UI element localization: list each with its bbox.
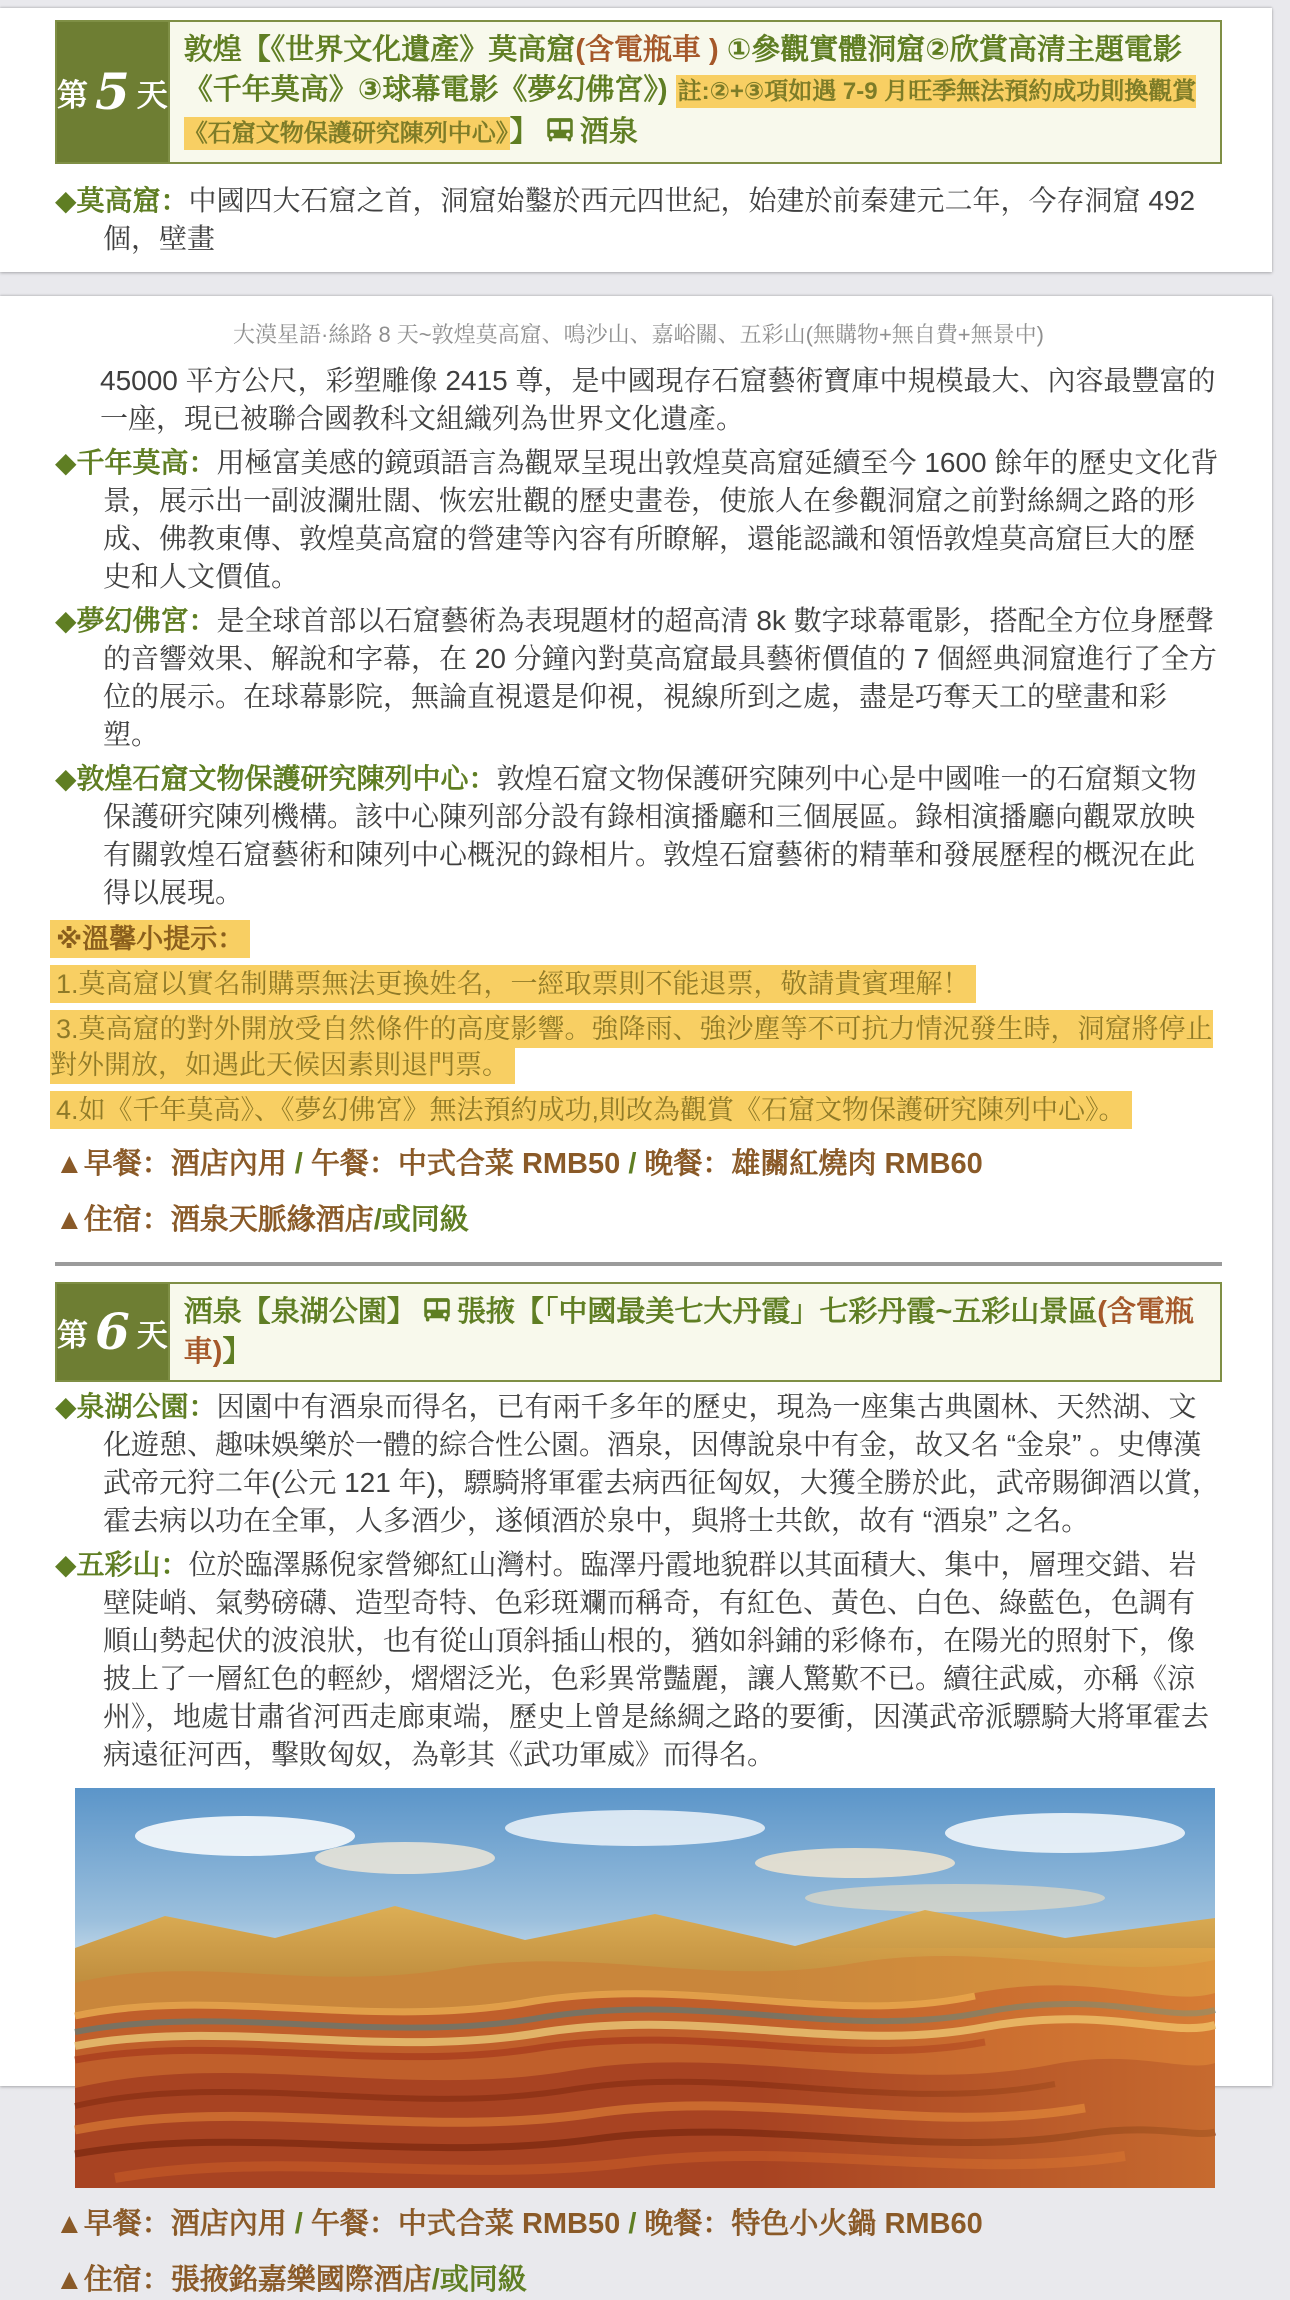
tip-item-1 [50,966,1222,1002]
day5-hotel-name: ▲住宿：酒泉天脈緣酒店 [55,1204,374,1236]
tip-item-4 [50,1092,1222,1128]
day5-title-activities: ①參觀實體洞窟②欣賞高清主題電影《千年莫高》③球幕電影《夢幻佛宮》) [183,34,1182,106]
day5-breakfast: ▲早餐：酒店內用 [55,1148,295,1180]
meal-separator: / [294,2208,303,2240]
day5-title-close: 】 [509,116,539,148]
day6-number: 6 [95,1302,130,1361]
day5-title-main: 敦煌【《世界文化遺產》莫高窟 [183,34,576,66]
day6-title-zhangye: 張掖【「中國最美七大丹霞」七彩丹霞~五彩山景區 [456,1296,1098,1328]
tips-title: ※溫馨小提示： [50,920,250,958]
rainbow-mountains-photo [75,1788,1215,2188]
day5-title-destination: 酒泉 [579,116,638,148]
day6-hotel [55,2260,1222,2300]
document-page-2 [0,296,1272,2296]
day6-title-paren: (含電瓶車) [183,1296,1194,1368]
day6-meals [55,2204,1222,2244]
paragraph-menghuan-fogong [55,602,1222,754]
meal-separator: / [628,1148,637,1180]
paragraph-quanhu-park-label: ◆泉湖公園： [55,1391,217,1422]
day5-header-table [55,20,1222,164]
paragraph-qiannian-mogao-text: 用極富美感的鏡頭語言為觀眾呈現出敦煌莫高窟延續至今 1600 餘年的歷史文化背景，展示出一副波瀾壯闊、恢宏壯觀的歷史畫卷，使旅人在參觀洞窟之前對絲綢之路的形成、佛教東傳、敦煌莫高窟的營建等內容有所瞭解，還能認識和領悟敦煌莫高窟巨大的歷史和人文價值。 [103,447,1219,592]
tips-title-row [50,921,1222,957]
day6-suffix: 天 [136,1317,168,1353]
paragraph-mogao-label: ◆莫高窟： [55,185,189,216]
paragraph-wucai-mountain-label: ◆五彩山： [55,1549,189,1580]
day5-number: 5 [95,62,130,121]
day5-lunch: 午餐：中式合菜 RMB50 [302,1148,629,1180]
day6-title-jiuquan: 酒泉【泉湖公園】 [183,1296,416,1328]
day5-suffix: 天 [136,77,168,113]
day6-breakfast: ▲早餐：酒店內用 [55,2208,295,2240]
day6-lunch: 午餐：中式合菜 RMB50 [302,2208,629,2240]
paragraph-quanhu-park [55,1388,1222,1540]
tip-item-1-text: 1.莫高窟以實名制購票無法更換姓名，一經取票則不能退票，敬請貴賓理解！ [50,965,976,1003]
paragraph-qiannian-mogao [55,444,1222,596]
tip-item-4-text: 4.如《千年莫高》、《夢幻佛宮》無法預約成功,則改為觀賞《石窟文物保護研究陳列中心》。 [50,1091,1132,1129]
paragraph-wucai-mountain [55,1546,1222,1774]
day5-prefix: 第 [57,77,88,113]
day6-dinner: 晚餐：特色小火鍋 RMB60 [636,2208,983,2240]
day6-header-table [55,1282,1222,1382]
paragraph-wucai-mountain-text: 位於臨澤縣倪家營鄉紅山灣村。臨澤丹霞地貌群以其面積大、集中，層理交錯、岩壁陡峭、氣勢磅礴、造型奇特、色彩斑斕而稱奇，有紅色、黃色、白色、綠藍色，色調有順山勢起伏的波浪狀，也有從山頂斜插山根的，猶如斜鋪的彩條布，在陽光的照射下，像披上了一層紅色的輕紗，熠熠泛光，色彩異常豔麗，讓人驚歎不已。續往武威，亦稱《涼州》，地處甘肅省河西走廊東端，歷史上曾是絲綢之路的要衝，因漢武帝派驃騎大將軍霍去病遠征河西，擊敗匈奴，為彰其《武功軍威》而得名。 [103,1549,1210,1770]
paragraph-mogao [55,182,1222,258]
day5-meals [55,1144,1222,1184]
day6-title [170,1284,1220,1380]
meal-separator: / [294,1148,303,1180]
paragraph-exhibition-center [55,760,1222,912]
day5-day-label [57,22,170,162]
tip-item-3 [50,1011,1222,1083]
document-page-1 [0,8,1272,272]
paragraph-exhibition-center-label: ◆敦煌石窟文物保護研究陳列中心： [55,763,497,794]
day6-hotel-name: ▲住宿：張掖銘嘉樂國際酒店 [55,2264,432,2296]
bus-icon [422,1295,452,1325]
meal-separator: / [628,2208,637,2240]
paragraph-mogao-text: 中國四大石窟之首，洞窟始鑿於西元四世紀，始建於前秦建元二年，今存洞窟 492 個，壁畫 [103,185,1196,254]
day5-title-paren: (含電瓶車 ) [575,34,719,66]
paragraph-exhibition-center-text: 敦煌石窟文物保護研究陳列中心是中國唯一的石窟類文物保護研究陳列機構。該中心陳列部分設有錄相演播廳和三個展區。錄相演播廳向觀眾放映有關敦煌石窟藝術和陳列中心概況的錄相片。敦煌石窟藝術的精華和發展歷程的概況在此得以展現。 [103,763,1197,908]
paragraph-menghuan-fogong-text: 是全球首部以石窟藝術為表現題材的超高清 8k 數字球幕電影，搭配全方位身歷聲的音響效果、解說和字幕，在 20 分鐘內對莫高窟最具藝術價值的 7 個經典洞窟進行了全方位的展示。在球幕影院，無論直視還是仰視，視線所到之處，盡是巧奪天工的壁畫和彩塑。 [103,605,1217,750]
day5-hotel-alternative: /或同級 [373,1204,469,1236]
day6-title-close: 】 [222,1336,252,1368]
paragraph-mogao-continued: 45000 平方公尺，彩塑雕像 2415 尊，是中國現存石窟藝術寶庫中規模最大、內容最豐富的一座，現已被聯合國教科文組織列為世界文化遺產。 [100,365,1216,434]
bus-icon [545,115,575,145]
paragraph-quanhu-park-text: 因園中有酒泉而得名，已有兩千多年的歷史，現為一座集古典園林、天然湖、文化遊憩、趣味娛樂於一體的綜合性公園。酒泉，因傳說泉中有金，故又名 “金泉” 。史傳漢武帝元狩二年(公元 121 年)，驃騎將軍霍去病西征匈奴，大獲全勝於此，武帝賜御酒以賞，霍去病以功在全軍，人多酒少，遂傾酒於泉中，與將士共飲，故有 “酒泉” 之名。 [103,1391,1220,1536]
day6-prefix: 第 [57,1317,88,1353]
day5-title-note-highlight: 註:②+③項如遇 7-9 月旺季無法預約成功則換觀賞《石窟文物保護研究陳列中心》 [184,75,1196,150]
section-divider [55,1262,1222,1266]
paragraph-menghuan-fogong-label: ◆夢幻佛宮： [55,605,217,636]
day5-dinner: 晚餐：雄關紅燒肉 RMB60 [636,1148,983,1180]
day5-title [170,22,1220,162]
day6-hotel-alternative: /或同級 [431,2264,527,2296]
tip-item-3-text: 3.莫高窟的對外開放受自然條件的高度影響。強降雨、強沙塵等不可抗力情況發生時，洞窟將停止對外開放，如遇此天候因素則退門票。 [50,1010,1213,1084]
day6-day-label [57,1284,170,1380]
document-running-header: 大漠星語·絲路 8 天~敦煌莫高窟、鳴沙山、嘉峪關、五彩山(無購物+無自費+無景中) [233,322,1044,347]
day5-hotel [55,1200,1222,1240]
paragraph-qiannian-mogao-label: ◆千年莫高： [55,447,217,478]
